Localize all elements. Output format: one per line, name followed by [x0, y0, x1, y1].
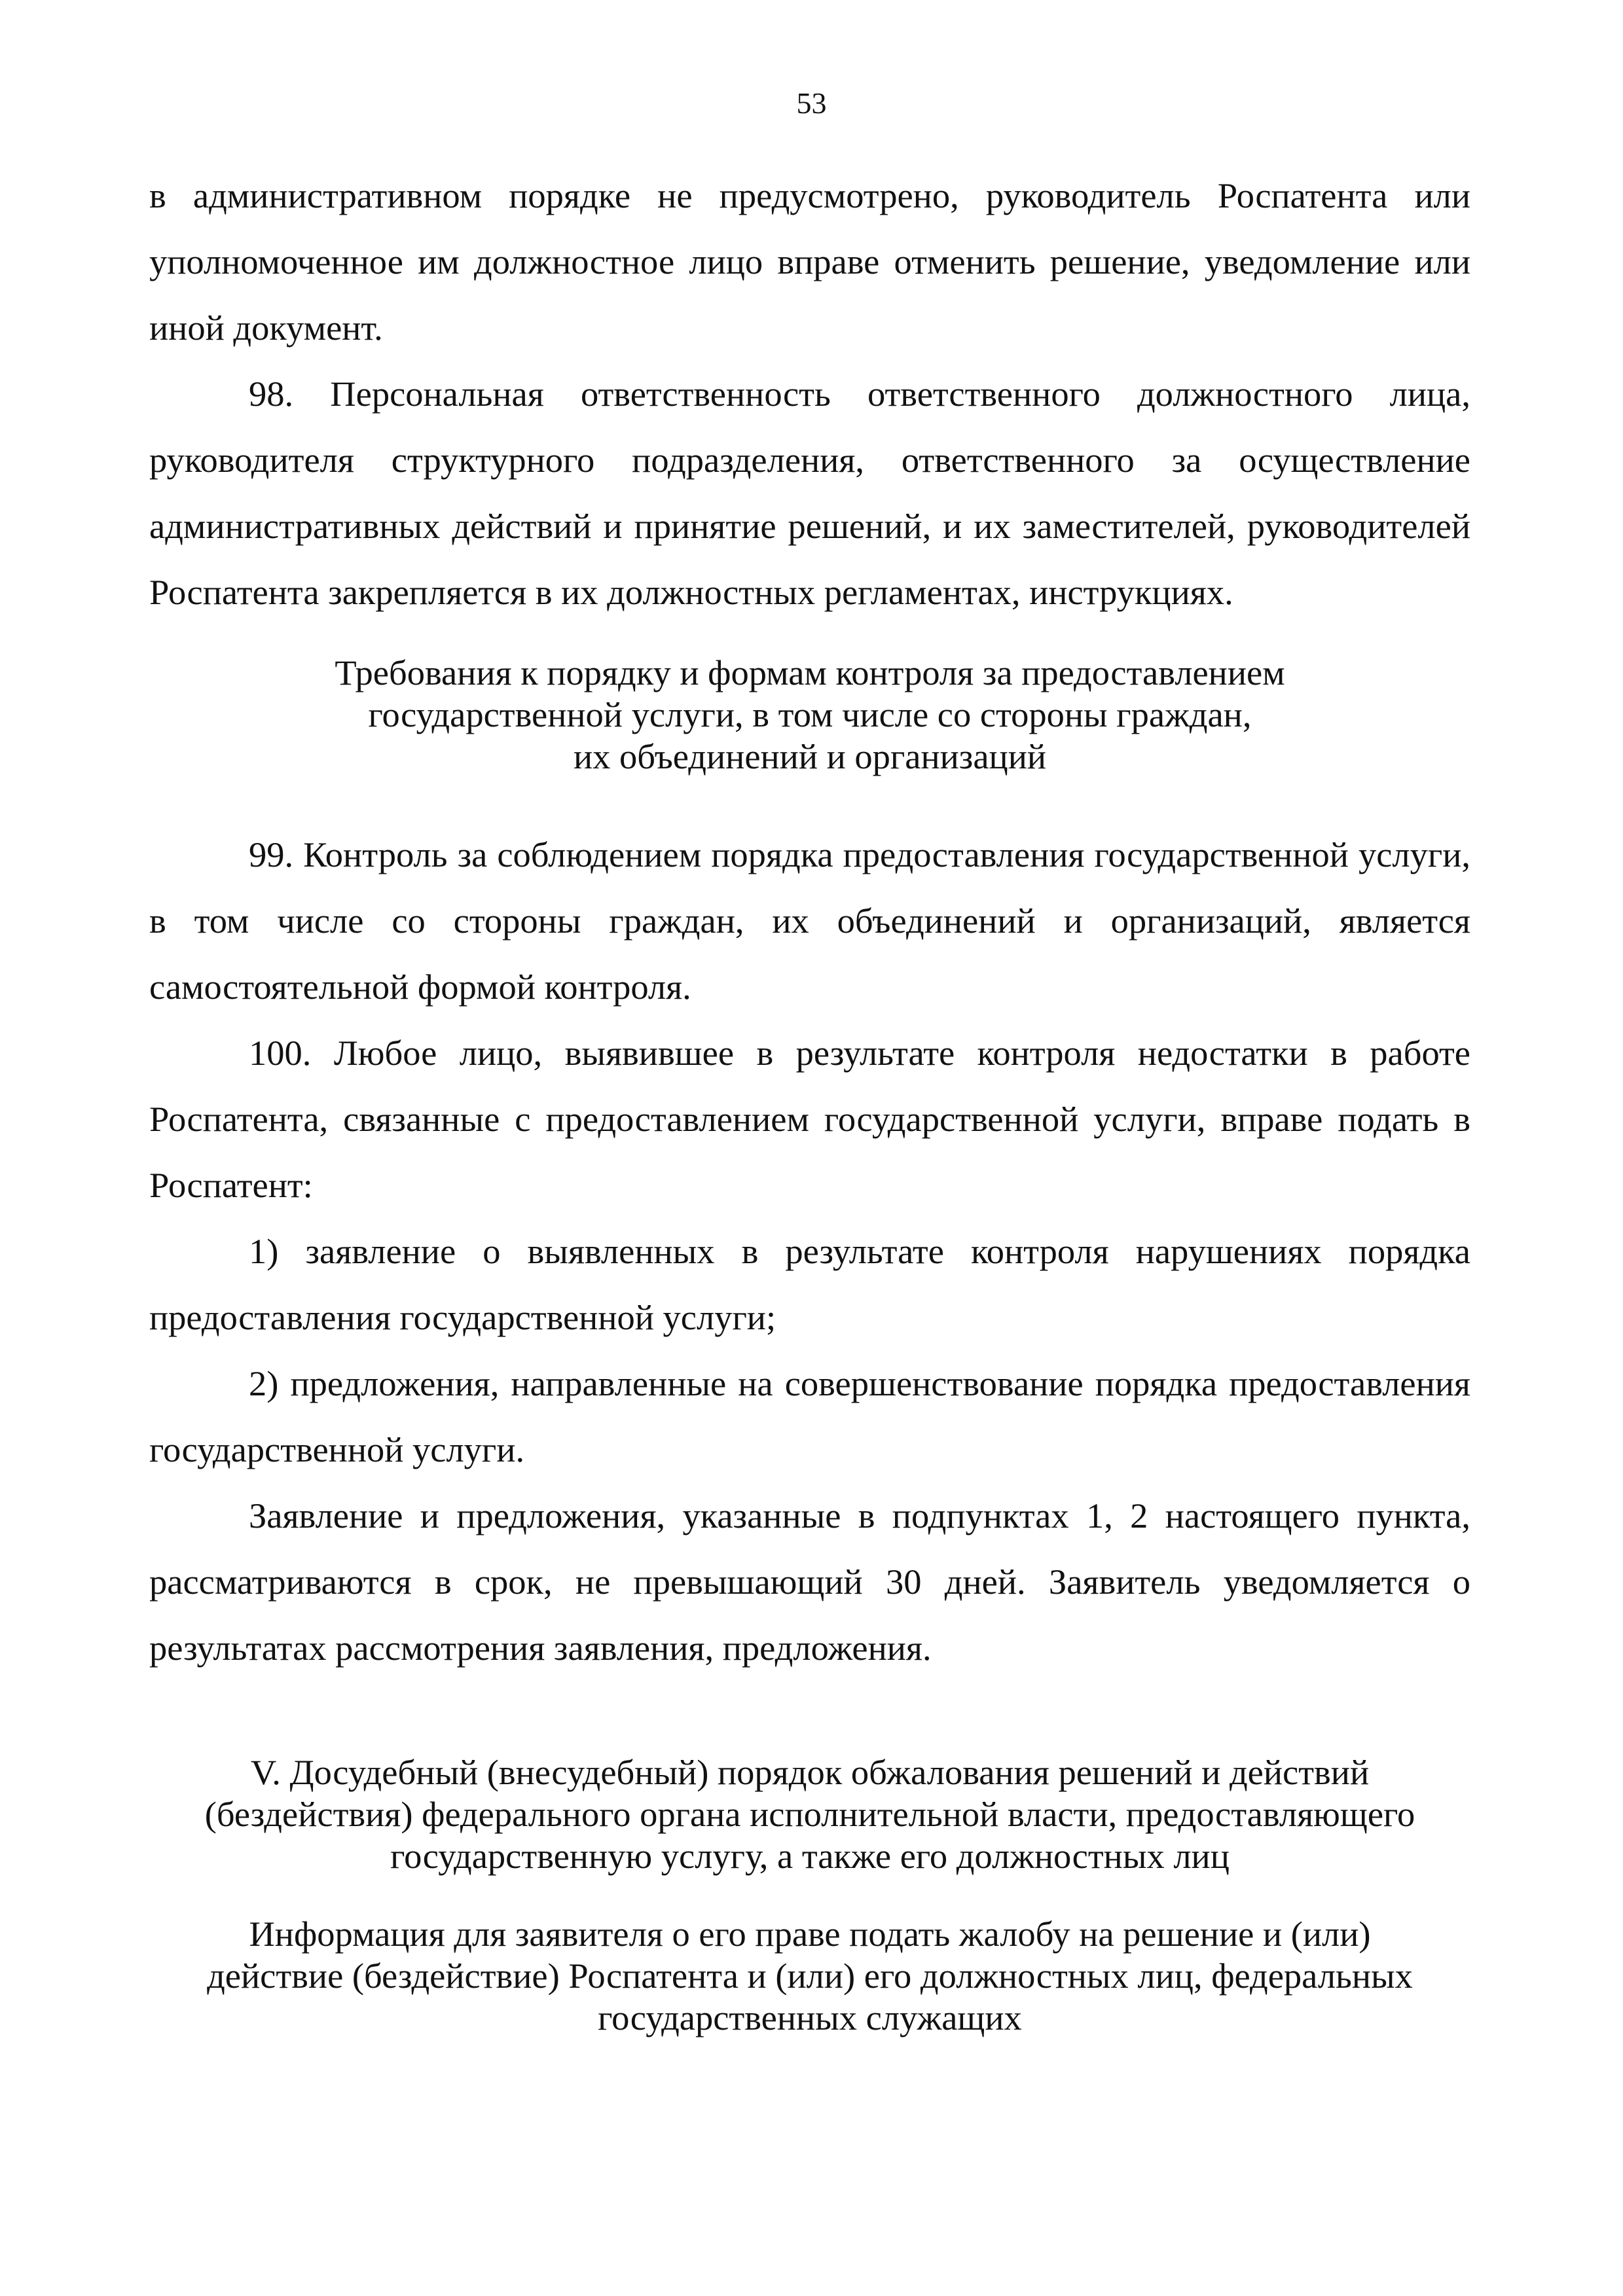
heading-line: Требования к порядку и формам контроля за предоставлением: [335, 653, 1285, 692]
heading-line: действие (бездействие) Роспатента и (или) его должностных лиц, федеральных: [207, 1956, 1413, 1996]
heading-section-v: [149, 1751, 1470, 1877]
paragraph-99: 99. Контроль за соблюдением порядка предоставления государственной услуги, в том числе со стороны граждан, их объединений и организаций, является самостоятельной формой контроля.: [149, 834, 1470, 1007]
paragraph-100: 100. Любое лицо, выявившее в результате контроля недостатки в работе Роспатента, связанные с предоставлением государственной услуги, вправе подать в Роспатент:: [149, 1033, 1470, 1205]
heading-applicant-information: [149, 1913, 1470, 2039]
heading-line: государственных служащих: [598, 1998, 1022, 2037]
heading-line: их объединений и организаций: [573, 736, 1047, 776]
paragraph-100-item-1: 1) заявление о выявленных в результате контроля нарушениях порядка предоставления государственной услуги;: [149, 1231, 1470, 1337]
document-body: [149, 162, 1470, 2039]
paragraph-continuation: в административном порядке не предусмотрено, руководитель Роспатента или уполномоченное им должностное лицо вправе отменить решение, уведомление или иной документ.: [149, 175, 1470, 348]
paragraph-100-tail: Заявление и предложения, указанные в подпунктах 1, 2 настоящего пункта, рассматриваются в срок, не превышающий 30 дней. Заявитель уведомляется о результатах рассмотрения заявления, предложения.: [149, 1496, 1470, 1668]
heading-line: V. Досудебный (внесудебный) порядок обжалования решений и действий: [250, 1752, 1370, 1792]
paragraph-100-item-2: 2) предложения, направленные на совершенствование порядка предоставления государственной услуги.: [149, 1363, 1470, 1469]
heading-line: Информация для заявителя о его праве подать жалобу на решение и (или): [249, 1914, 1371, 1954]
heading-line: (бездействия) федерального органа исполнительной власти, предоставляющего: [204, 1794, 1415, 1834]
heading-line: государственной услуги, в том числе со стороны граждан,: [368, 694, 1252, 734]
paragraph-98: 98. Персональная ответственность ответственного должностного лица, руководителя структурного подразделения, ответственного за осуществление административных действий и принятие решений, и их заместителей, руководителей Роспатента закрепляется в их должностных регламентах, инструкциях.: [149, 374, 1470, 612]
page-number: 53: [796, 86, 827, 120]
heading-control-requirements: [149, 652, 1470, 778]
heading-line: государственную услугу, а также его должностных лиц: [390, 1836, 1230, 1876]
